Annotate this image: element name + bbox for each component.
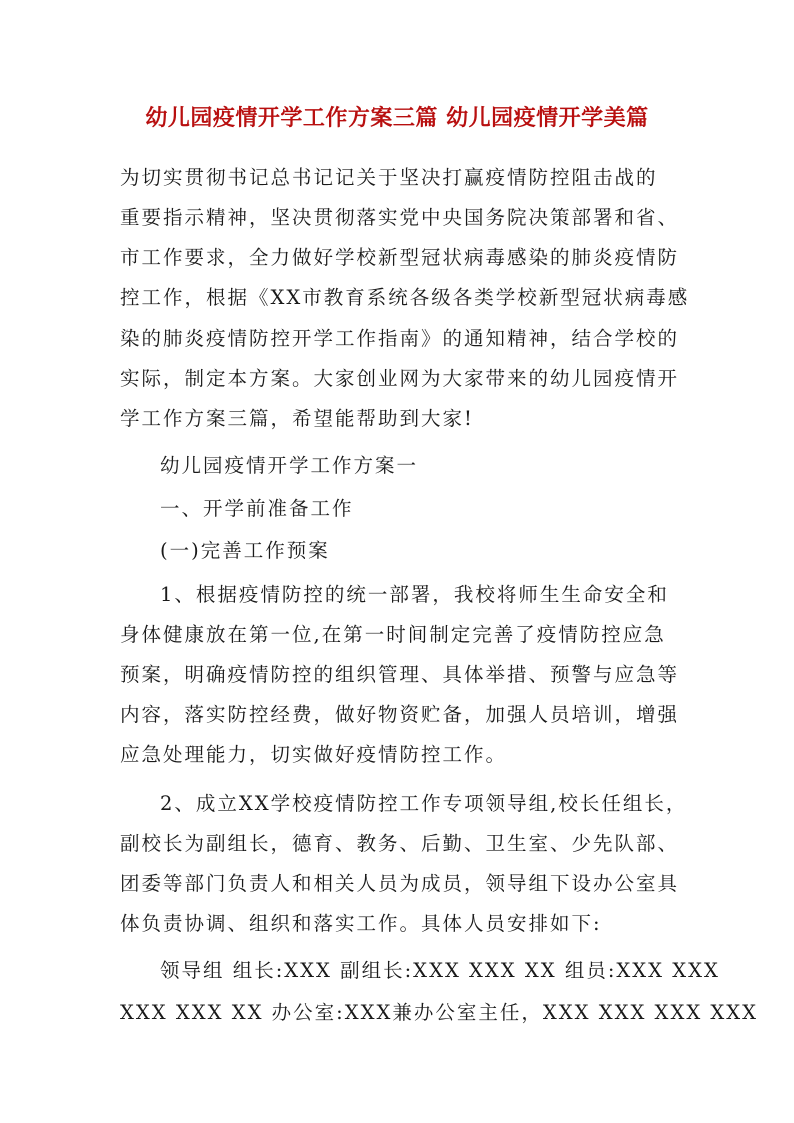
paragraph-line: 为切实贯彻书记总书记记关于坚决打赢疫情防控阻击战的 — [120, 166, 658, 189]
paragraph-line: 内容，落实防控经费，做好物资贮备，加强人员培训，增强 — [120, 703, 680, 726]
paragraph-line: 1、根据疫情防控的统一部署，我校将师生生命安全和 — [160, 583, 669, 606]
paragraph-line: 应急处理能力，切实做好疫情防控工作。 — [120, 743, 508, 766]
paragraph-line: 实际，制定本方案。大家创业网为大家带来的幼儿园疫情开 — [120, 367, 680, 390]
paragraph-line: 学工作方案三篇，希望能帮助到大家! — [120, 407, 474, 430]
document-title: 幼儿园疫情开学工作方案三篇 幼儿园疫情开学美篇 — [145, 105, 649, 131]
section-heading: 一、开学前准备工作 — [160, 497, 354, 520]
paragraph-line: 领导组 组长:XXX 副组长:XXX XXX XX 组员:XXX XXX — [160, 959, 720, 982]
paragraph-line: 市工作要求，全力做好学校新型冠状病毒感染的肺炎疫情防 — [120, 246, 680, 269]
paragraph-line: 身体健康放在第一位,在第一时间制定完善了疫情防控应急 — [120, 623, 666, 646]
paragraph-line: 控工作，根据《XX市教育系统各级各类学校新型冠状病毒感 — [120, 286, 690, 309]
paragraph-line: XXX XXX XX 办公室:XXX兼办公室主任，XXX XXX XXX XXX — [120, 1001, 759, 1024]
subsection-heading: (一)完善工作预案 — [160, 539, 330, 562]
paragraph-line: 团委等部门负责人和相关人员为成员，领导组下设办公室具 — [120, 872, 680, 895]
paragraph-line: 染的肺炎疫情防控开学工作指南》的通知精神，结合学校的 — [120, 327, 680, 350]
paragraph-line: 重要指示精神，坚决贯彻落实党中央国务院决策部署和省、 — [120, 206, 680, 229]
section-heading: 幼儿园疫情开学工作方案一 — [160, 454, 419, 477]
paragraph-line: 体负责协调、组织和落实工作。具体人员安排如下: — [120, 912, 602, 935]
paragraph-line: 2、成立XX学校疫情防控工作专项领导组,校长任组长， — [160, 792, 688, 815]
paragraph-line: 预案，明确疫情防控的组织管理、具体举措、预警与应急等 — [120, 663, 680, 686]
paragraph-line: 副校长为副组长，德育、教务、后勤、卫生室、少先队部、 — [120, 832, 680, 855]
